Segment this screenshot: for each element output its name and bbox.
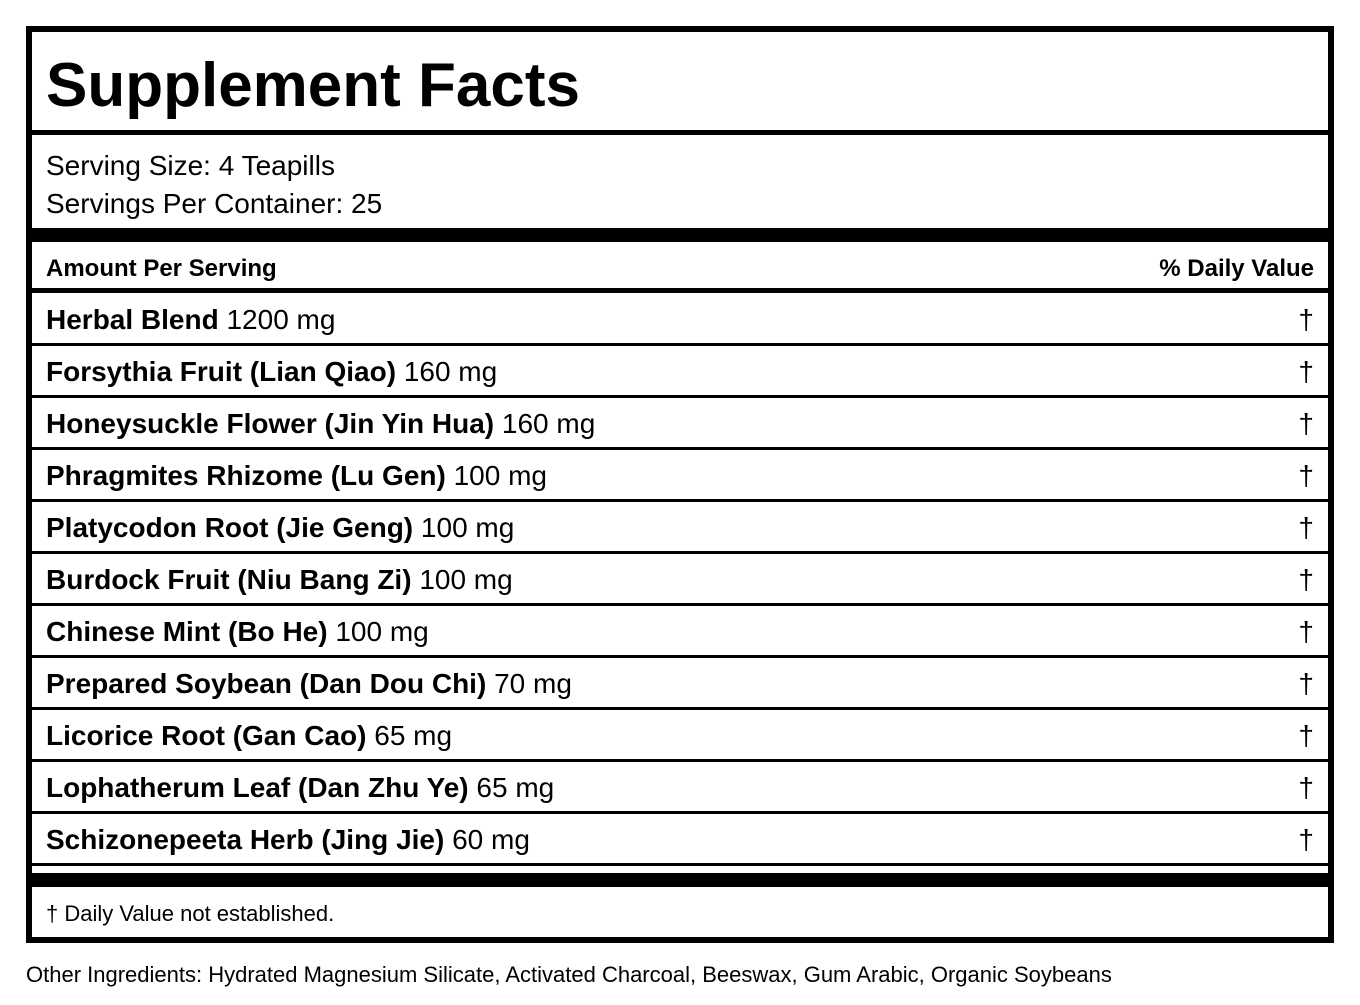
ingredient-row <box>32 398 1328 450</box>
ingredient-amount: 60 mg <box>452 824 530 855</box>
ingredient-text <box>46 563 513 597</box>
other-ingredients: Other Ingredients: Hydrated Magnesium Silicate, Activated Charcoal, Beeswax, Gum Arabic, Organic Soybeans <box>26 962 1112 987</box>
ingredient-row <box>32 658 1328 710</box>
ingredient-row <box>32 814 1328 866</box>
ingredient-name: Schizonepeeta Herb (Jing Jie) <box>46 824 445 855</box>
ingredient-text <box>46 303 335 337</box>
ingredient-name: Chinese Mint (Bo He) <box>46 616 328 647</box>
ingredient-name: Prepared Soybean (Dan Dou Chi) <box>46 668 487 699</box>
ingredient-daily-value: † <box>1298 616 1314 647</box>
servings-per-container: Servings Per Container: 25 <box>46 188 383 219</box>
ingredient-daily-value: † <box>1298 772 1314 803</box>
ingredient-name: Licorice Root (Gan Cao) <box>46 720 367 751</box>
ingredient-name: Herbal Blend <box>46 304 219 335</box>
ingredient-text <box>46 615 429 649</box>
title-divider <box>32 130 1328 135</box>
ingredient-text <box>46 407 595 441</box>
header-divider <box>32 288 1328 293</box>
supplement-facts-panel <box>26 26 1334 943</box>
ingredient-daily-value: † <box>1298 408 1314 439</box>
ingredient-amount: 160 mg <box>403 356 498 387</box>
daily-value-footnote: † Daily Value not established. <box>46 901 335 926</box>
ingredient-amount: 65 mg <box>476 772 555 803</box>
ingredient-daily-value: † <box>1298 668 1314 699</box>
ingredient-list <box>32 294 1328 866</box>
ingredient-amount: 70 mg <box>494 668 572 699</box>
daily-value-header: % Daily Value <box>1159 255 1314 282</box>
ingredient-text <box>46 459 547 493</box>
ingredient-text <box>46 823 530 857</box>
ingredient-daily-value: † <box>1298 512 1314 543</box>
ingredient-row <box>32 554 1328 606</box>
ingredient-daily-value: † <box>1298 720 1314 751</box>
ingredient-daily-value: † <box>1298 304 1314 335</box>
ingredient-row <box>32 606 1328 658</box>
ingredient-amount: 100 mg <box>419 564 513 595</box>
ingredient-daily-value: † <box>1298 824 1314 855</box>
ingredient-text <box>46 667 572 701</box>
ingredient-row <box>32 294 1328 346</box>
panel-title: Supplement Facts <box>46 51 580 120</box>
ingredient-name: Platycodon Root (Jie Geng) <box>46 512 414 543</box>
thick-divider-bottom <box>32 873 1328 887</box>
ingredient-daily-value: † <box>1298 356 1314 387</box>
ingredient-row <box>32 450 1328 502</box>
ingredient-text <box>46 355 497 389</box>
ingredient-text <box>46 771 554 805</box>
ingredient-name: Forsythia Fruit (Lian Qiao) <box>46 356 397 387</box>
ingredient-row <box>32 762 1328 814</box>
ingredient-row <box>32 502 1328 554</box>
ingredient-name: Phragmites Rhizome (Lu Gen) <box>46 460 446 491</box>
serving-size: Serving Size: 4 Teapills <box>46 150 335 181</box>
ingredient-amount: 160 mg <box>501 408 596 439</box>
ingredient-amount: 100 mg <box>335 616 429 647</box>
ingredient-amount: 100 mg <box>453 460 548 491</box>
ingredient-row <box>32 710 1328 762</box>
ingredient-name: Burdock Fruit (Niu Bang Zi) <box>46 564 412 595</box>
ingredient-amount: 1200 mg <box>226 304 336 335</box>
ingredient-amount: 65 mg <box>374 720 453 751</box>
ingredient-daily-value: † <box>1298 460 1314 491</box>
thick-divider-top <box>32 228 1328 242</box>
ingredient-name: Honeysuckle Flower (Jin Yin Hua) <box>46 408 495 439</box>
ingredient-text <box>46 511 514 545</box>
ingredient-name: Lophatherum Leaf (Dan Zhu Ye) <box>46 772 469 803</box>
ingredient-text <box>46 719 452 753</box>
ingredient-row <box>32 346 1328 398</box>
amount-per-serving-header: Amount Per Serving <box>46 255 277 282</box>
ingredient-daily-value: † <box>1298 564 1314 595</box>
ingredient-amount: 100 mg <box>420 512 515 543</box>
